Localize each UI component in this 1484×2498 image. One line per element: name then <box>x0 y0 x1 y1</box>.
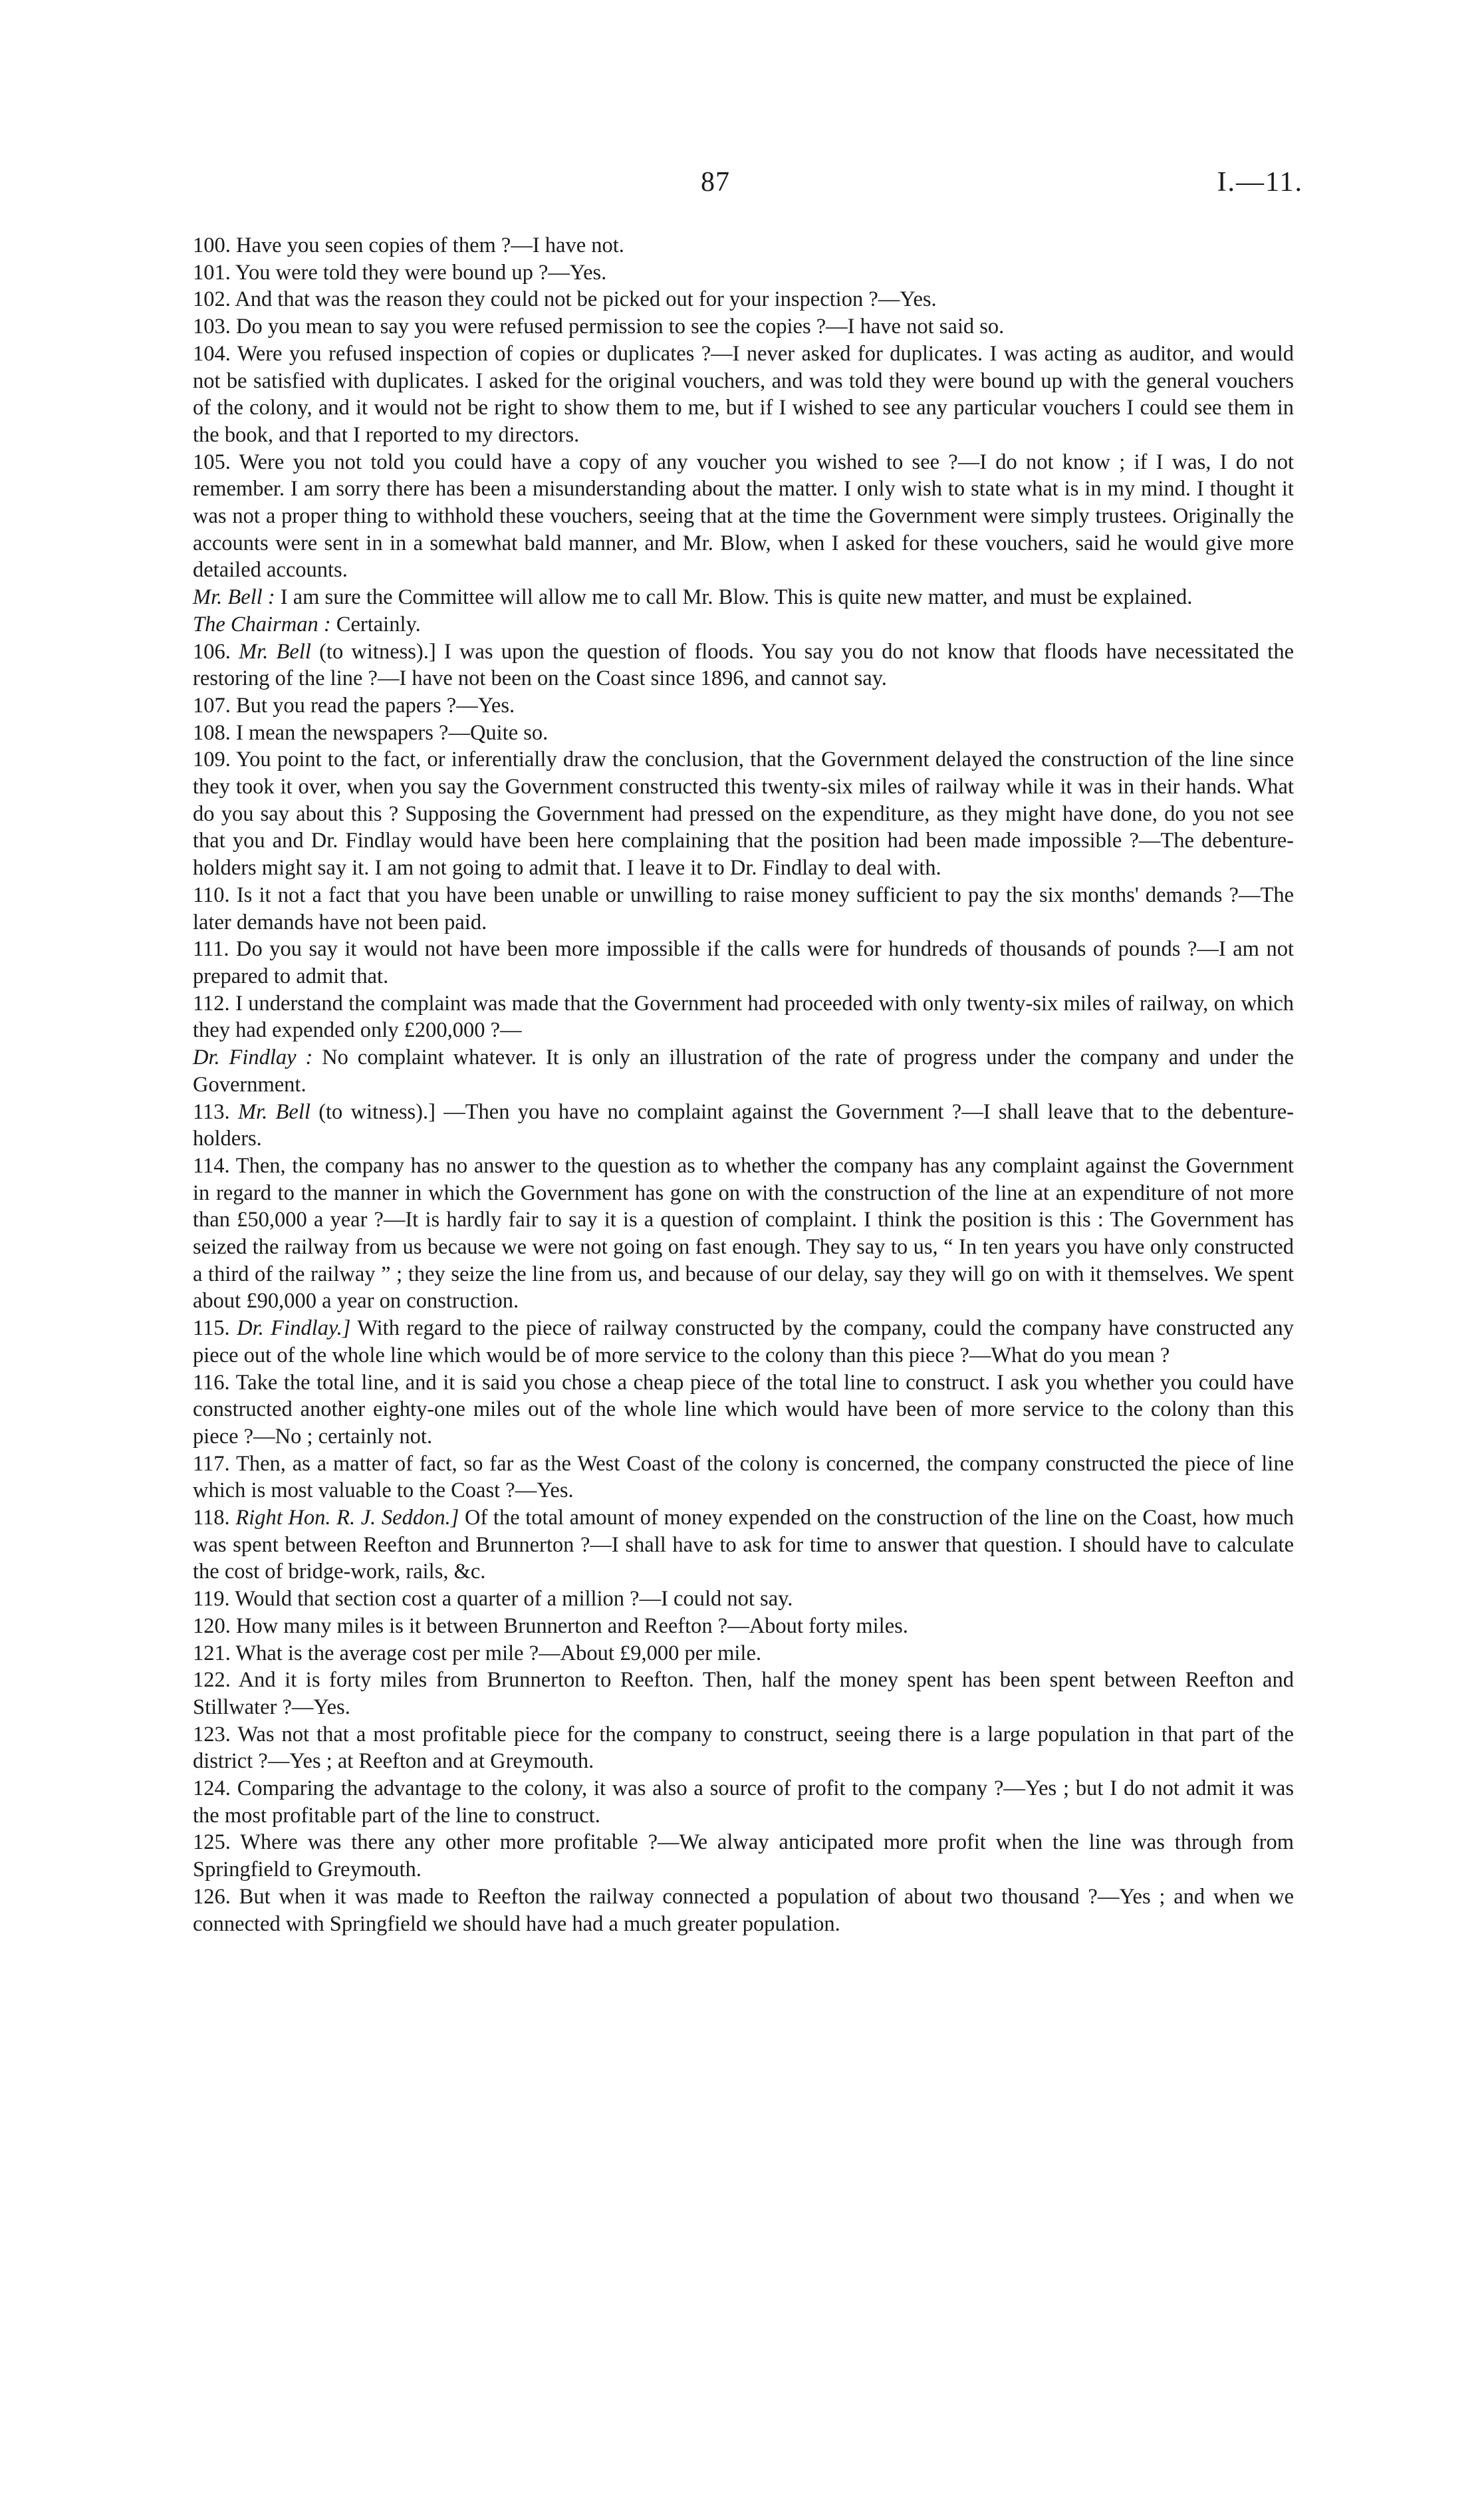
speaker-name: The Chairman : <box>193 612 331 636</box>
speaker-name: Mr. Bell : <box>193 585 275 610</box>
speaker-name: Mr. Bell <box>237 1099 310 1124</box>
question-number: 122. <box>193 1668 231 1693</box>
paragraph-text: Of the total amount of money expended on the construction of the line on the Coast, how much was spent between Reefton and Brunnerton ?—I shall have to ask for time to answer that question. I should have to calculate the cost of bridge-work, rails, &c. <box>193 1506 1295 1584</box>
paragraph <box>193 1451 1294 1504</box>
paragraph <box>193 720 1294 747</box>
paragraph <box>193 1504 1294 1586</box>
paragraph-text: Do you mean to say you were refused permission to see the copies ?—I have not said so. <box>236 315 1005 339</box>
question-number: 107. <box>193 693 231 718</box>
question-number: 101. <box>193 260 231 285</box>
page-number: 87 <box>701 167 730 198</box>
question-number: 109. <box>193 748 231 772</box>
question-number: 102. <box>193 287 231 312</box>
paragraph-text: Were you not told you could have a copy of any voucher you wished to see ?—I do not know ; if I was, I do not remember. I am sorry there has been a misunderstanding about the matter. I only wish to state what is in my mind. I thought it was not a proper thing to withhold these vouchers, seeing that at the time the Government were simply trustees. Originally the accounts were sent in in a somewhat bald manner, and Mr. Blow, when I asked for these vouchers, said he would give more detailed accounts. <box>193 450 1294 583</box>
paragraph-text: Comparing the advantage to the colony, it was also a source of profit to the company ?—Yes ; but I do not admit it was the most profitable part of the line to construct. <box>193 1776 1294 1828</box>
question-number: 108. <box>193 720 231 745</box>
paragraph-text: I am sure the Committee will allow me to call Mr. Blow. This is quite new matter, and must be explained. <box>280 585 1193 610</box>
paragraph <box>193 1315 1294 1369</box>
paragraph-text: I mean the newspapers ?—Quite so. <box>236 720 549 745</box>
question-number: 118. <box>193 1506 230 1530</box>
speaker-name: Dr. Findlay : <box>193 1045 313 1070</box>
paragraph <box>193 1153 1294 1315</box>
paragraph-text: Have you seen copies of them ?—I have not. <box>236 233 624 257</box>
paragraph <box>193 638 1294 692</box>
paragraph-text: Is it not a fact that you have been unable or unwilling to raise money sufficient to pay the six months' demands ?—The later demands have not been paid. <box>193 883 1294 934</box>
question-number: 126. <box>193 1884 231 1909</box>
speaker-name: Mr. Bell <box>239 639 311 664</box>
paragraph-text: And that was the reason they could not be picked out for your inspection ?—Yes. <box>235 287 937 312</box>
question-number: 123. <box>193 1722 231 1746</box>
document-reference: I.—11. <box>1217 167 1303 198</box>
paragraph-text: Take the total line, and it is said you chose a cheap piece of the total line to construct. I ask you whether you could have constructed another eighty-one miles out of the whole line which would have been of more service to the colony than this piece ?—No ; certainly not. <box>193 1370 1294 1449</box>
paragraph <box>193 232 1294 259</box>
paragraph <box>193 990 1294 1044</box>
paragraph-text: Certainly. <box>336 612 421 636</box>
paragraph <box>193 341 1294 449</box>
paragraph-text: I was upon the question of floods. You say you do not know that floods have necessitated the restoring of the line ?—I have not been on the Coast since 1896, and cannot say. <box>193 639 1295 691</box>
paragraph-text: Do you say it would not have been more impossible if the calls were for hundreds of thousands of pounds ?—I am not prepared to admit that. <box>193 937 1295 988</box>
paragraph <box>193 286 1294 313</box>
paragraph-text: But when it was made to Reefton the railway connected a population of about two thousand ?—Yes ; and when we connected with Springfield we should have had a much greater population. <box>193 1884 1295 1936</box>
question-number: 124. <box>193 1776 231 1801</box>
question-number: 121. <box>193 1641 231 1665</box>
speaker-note: (to witness).] <box>319 639 436 664</box>
question-number: 106. <box>193 639 231 664</box>
question-number: 125. <box>193 1830 231 1855</box>
question-number: 114. <box>193 1153 230 1178</box>
paragraph <box>193 1613 1294 1640</box>
question-number: 119. <box>193 1587 230 1611</box>
question-number: 110. <box>193 883 230 907</box>
paragraph-text: With regard to the piece of railway constructed by the company, could the company have constructed any piece out of the whole line which would be of more service to the colony than this piece ?—What do you mean ? <box>193 1316 1295 1367</box>
paragraph <box>193 1829 1294 1883</box>
question-number: 116. <box>193 1370 230 1395</box>
paragraph <box>193 692 1294 720</box>
paragraph <box>193 1586 1294 1613</box>
paragraph-text: Then, as a matter of fact, so far as the West Coast of the colony is concerned, the company constructed the piece of line which is most valuable to the Coast ?—Yes. <box>193 1451 1295 1503</box>
paragraph-text: How many miles is it between Brunnerton and Reefton ?—About forty miles. <box>236 1613 908 1638</box>
speaker-name: Dr. Findlay.] <box>237 1316 351 1341</box>
paragraph-text: Where was there any other more profitable ?—We alway anticipated more profit when the line was through from Springfield to Greymouth. <box>193 1830 1294 1882</box>
paragraph <box>193 746 1294 882</box>
paragraph-text: You point to the fact, or inferentially draw the conclusion, that the Government delayed the construction of the line since they took it over, when you say the Government constructed this twenty-six miles of railway while it was in their hands. What do you say about this ? Supposing the Government had pressed on the expenditure, as they might have done, do you not see that you and Dr. Findlay would have been here complaining that the position had been made impossible ?—The debenture-holders might say it. I am not going to admit that. I leave it to Dr. Findlay to deal with. <box>193 748 1295 881</box>
paragraph <box>193 1640 1294 1667</box>
question-number: 112. <box>193 991 230 1016</box>
paragraph <box>193 584 1294 611</box>
question-number: 117. <box>193 1451 230 1476</box>
question-number: 113. <box>193 1099 230 1124</box>
paragraph <box>193 936 1294 990</box>
paragraph <box>193 1044 1294 1098</box>
paragraph <box>193 1099 1294 1153</box>
paragraph-text: No complaint whatever. It is only an illustration of the rate of progress under the company and under the Government. <box>193 1045 1294 1097</box>
paragraph-text: —Then you have no complaint against the Government ?—I shall leave that to the debenture-holders. <box>193 1099 1294 1151</box>
paragraph-text: Was not that a most profitable piece for the company to construct, seeing there is a large population in that part of the district ?—Yes ; at Reefton and at Greymouth. <box>193 1722 1294 1774</box>
paragraph <box>193 1883 1294 1937</box>
question-number: 105. <box>193 450 231 474</box>
question-number: 104. <box>193 341 231 366</box>
question-number: 120. <box>193 1613 231 1638</box>
paragraph-text: I understand the complaint was made that the Government had proceeded with only twenty-six miles of railway, on which they had expended only £200,000 ?— <box>193 991 1295 1043</box>
paragraph-text: Then, the company has no answer to the question as to whether the company has any complaint against the Government in regard to the manner in which the Government has gone on with the construction of the line at an expenditure of not more than £50,000 a year ?—It is hardly fair to say it is a question of complaint. I think the position is this : The Government has seized the railway from us because we were not going on fast enough. They say to us, “ In ten years you have only constructed a third of the railway ” ; they seize the line from us, and because of our delay, say they will go on with it themselves. We spent about £90,000 a year on construction. <box>193 1153 1294 1314</box>
question-number: 111. <box>193 937 229 962</box>
speaker-name: Right Hon. R. J. Seddon.] <box>235 1506 459 1530</box>
paragraph-text: Were you refused inspection of copies or duplicates ?—I never asked for duplicates. I was acting as auditor, and would not be satisfied with duplicates. I asked for the original vouchers, and was told they were bound up with the general vouchers of the colony, and it would not be right to show them to me, but if I wished to see any particular vouchers I could see them in the book, and that I reported to my directors. <box>193 341 1294 447</box>
paragraph-text: What is the average cost per mile ?—About £9,000 per mile. <box>235 1641 762 1665</box>
paragraph <box>193 1369 1294 1451</box>
question-number: 103. <box>193 315 231 339</box>
paragraph-text: And it is forty miles from Brunnerton to Reefton. Then, half the money spent has been spent between Reefton and Stillwater ?—Yes. <box>193 1668 1294 1719</box>
question-number: 100. <box>193 233 231 257</box>
paragraph-text: You were told they were bound up ?—Yes. <box>235 260 607 285</box>
paragraph <box>193 882 1294 936</box>
evidence-text <box>193 232 1294 1937</box>
question-number: 115. <box>193 1316 230 1341</box>
paragraph <box>193 313 1294 341</box>
paragraph <box>193 611 1294 638</box>
paragraph <box>193 1721 1294 1775</box>
paragraph <box>193 1775 1294 1829</box>
paragraph-text: But you read the papers ?—Yes. <box>236 693 515 718</box>
paragraph <box>193 449 1294 585</box>
speaker-note: (to witness).] <box>318 1099 435 1124</box>
paragraph-text: Would that section cost a quarter of a million ?—I could not say. <box>235 1587 793 1611</box>
paragraph <box>193 1667 1294 1721</box>
paragraph <box>193 259 1294 287</box>
